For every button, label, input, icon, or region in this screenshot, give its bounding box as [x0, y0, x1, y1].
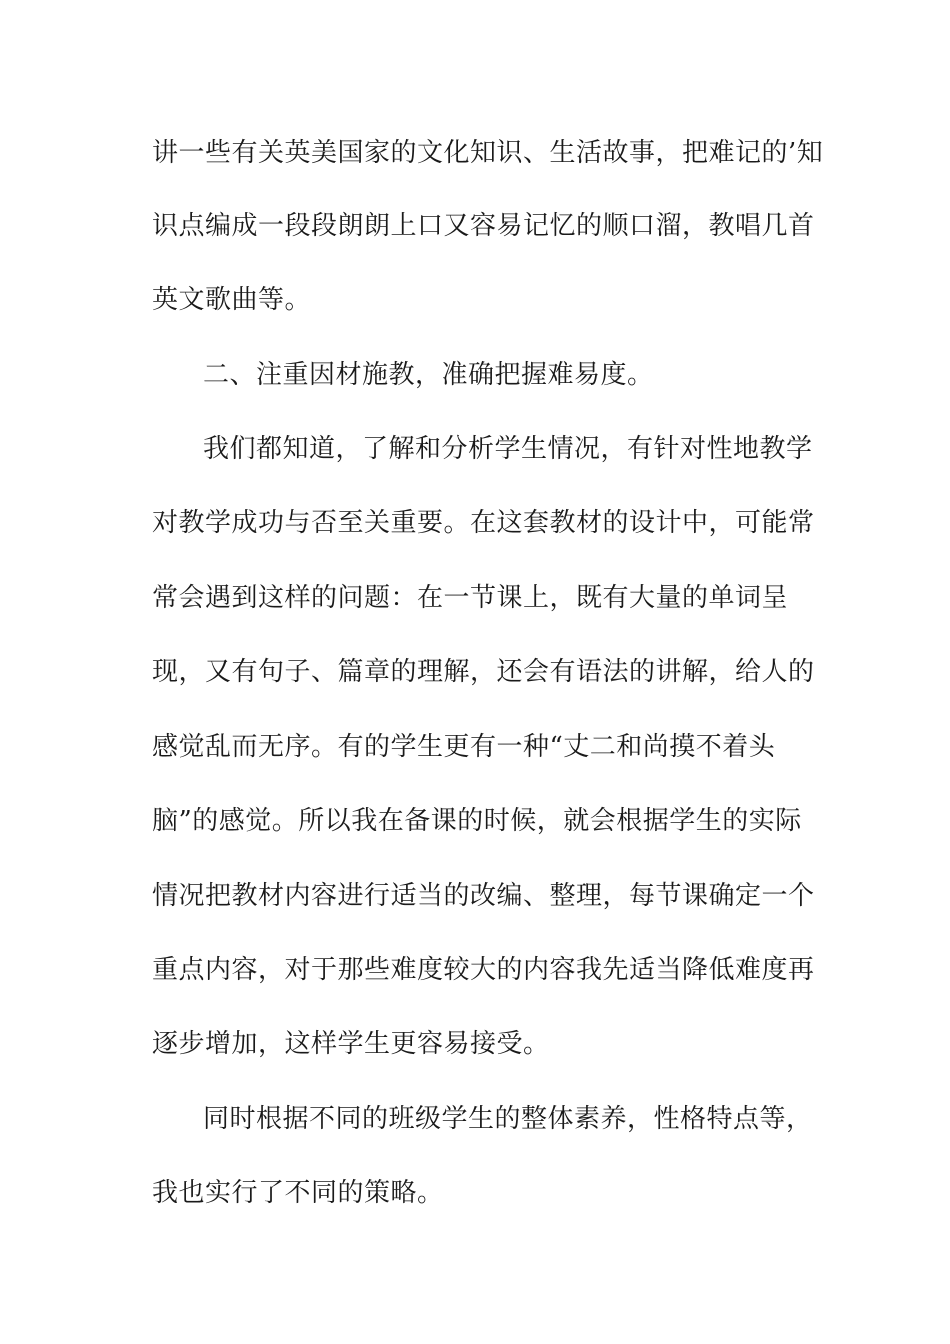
text-line: 感觉乱而无序。有的学生更有一种“丈二和尚摸不着头: [152, 732, 776, 762]
text-line: 我也实行了不同的策略。: [152, 1178, 444, 1208]
text-line: 常会遇到这样的问题：在一节课上，既有大量的单词呈: [152, 583, 789, 613]
text-line: 英文歌曲等。: [152, 285, 312, 315]
text-line: 现，又有句子、篇章的理解，还会有语法的讲解，给人的: [152, 657, 815, 687]
text-line: 重点内容，对于那些难度较大的内容我先适当降低难度再: [152, 955, 815, 985]
text-line: 讲一些有关英美国家的文化知识、生活故事，把难记的’知: [152, 138, 824, 168]
text-line: 脑”的感觉。所以我在备课的时候，就会根据学生的实际: [152, 806, 802, 836]
text-line: 我们都知道，了解和分析学生情况，有针对性地教学: [203, 434, 813, 464]
text-line: 逐步增加，这样学生更容易接受。: [152, 1029, 550, 1059]
text-line: 对教学成功与否至关重要。在这套教材的设计中，可能常: [152, 508, 815, 538]
section-heading: 二、注重因材施教，准确把握难易度。: [203, 360, 654, 390]
text-line: 同时根据不同的班级学生的整体素养，性格特点等，: [203, 1104, 813, 1134]
text-line: 情况把教材内容进行适当的改编、整理，每节课确定一个: [152, 881, 815, 911]
text-line: 识点编成一段段朗朗上口又容易记忆的顺口溜，教唱几首: [152, 211, 815, 241]
